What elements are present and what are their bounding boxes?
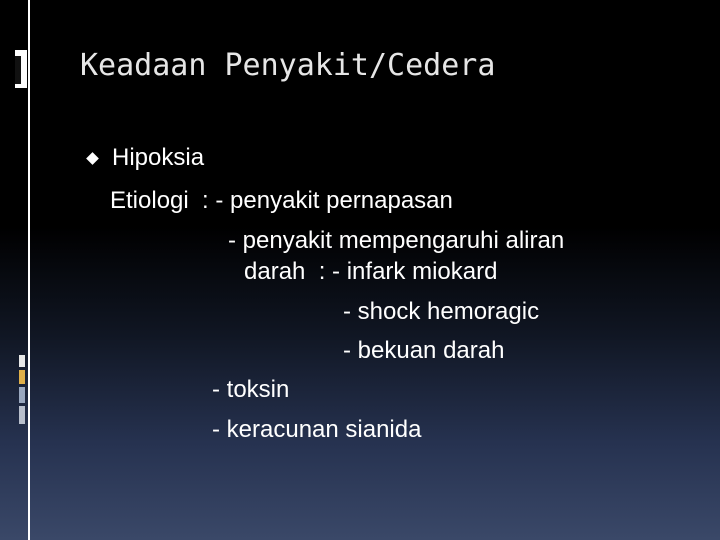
bullet-heading: Hipoksia — [112, 144, 205, 171]
title-marker-inner — [15, 56, 21, 84]
accent-block-gray — [19, 406, 25, 424]
body-line-shock: - shock hemoragic — [343, 298, 540, 325]
body-line-bekuan: - bekuan darah — [343, 337, 505, 364]
body-line-etiologi: Etiologi : - penyakit pernapasan — [110, 187, 453, 214]
body-line-aliran: - penyakit mempengaruhi aliran — [228, 227, 565, 254]
left-edge-line — [28, 0, 30, 540]
body-line-sianida: - keracunan sianida — [212, 416, 422, 443]
bullet-diamond-icon — [86, 152, 99, 165]
body-line-darah: darah : - infark miokard — [244, 258, 498, 285]
accent-block-gold — [19, 370, 25, 384]
accent-block-white — [19, 355, 25, 367]
accent-block-blue — [19, 387, 25, 403]
body-line-toksin: - toksin — [212, 376, 290, 403]
slide-title: Keadaan Penyakit/Cedera — [80, 48, 496, 83]
